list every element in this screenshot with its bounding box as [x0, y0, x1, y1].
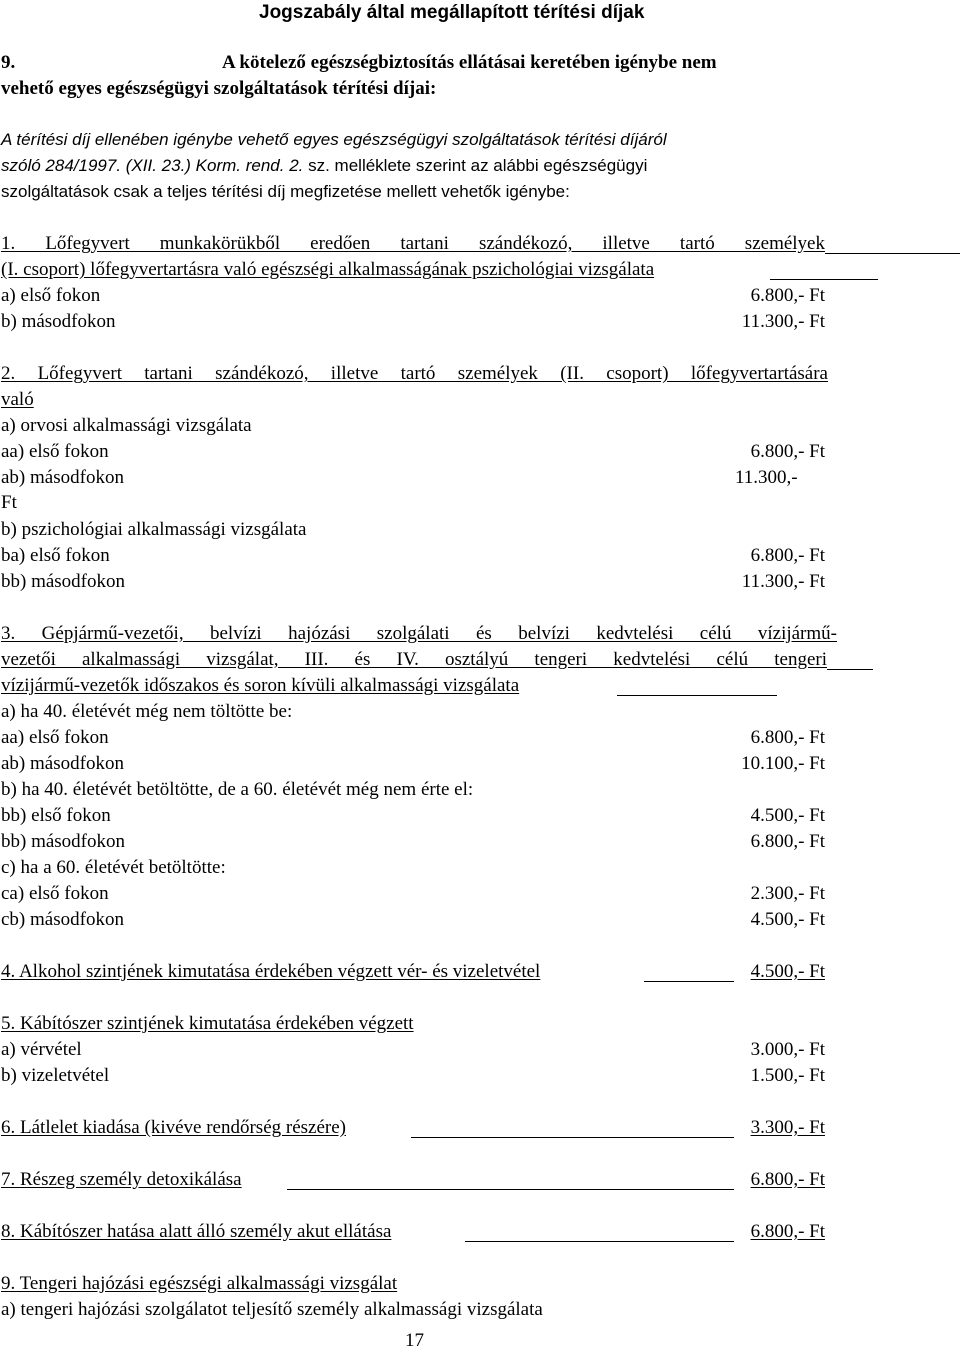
item1-heading-line2: (I. csoport) lőfegyvertartásra való egészségi alkalmasságának pszichológiai vizsgálata	[1, 259, 655, 280]
item3-b: b) ha 40. életévét betöltötte, de a 60. életévét még nem érte el:	[1, 779, 474, 800]
page-number: 17	[405, 1330, 424, 1351]
item3-bb1-label: bb) első fokon	[1, 805, 111, 826]
item3-ca-price: 2.300,- Ft	[750, 883, 825, 904]
item9-a: a) tengeri hajózási szolgálatot teljesítő személy alkalmassági vizsgálata	[1, 1299, 543, 1320]
item1-row-a-label: a) első fokon	[1, 285, 101, 306]
item5-a-price: 3.000,- Ft	[750, 1039, 825, 1060]
item3-aa-price: 6.800,- Ft	[750, 727, 825, 748]
item2-ba-price: 6.800,- Ft	[750, 545, 825, 566]
item7-label: 7. Részeg személy detoxikálása	[1, 1169, 242, 1190]
item2-bb-label: bb) másodfokon	[1, 571, 126, 592]
intro-line1: A térítési díj ellenében igénybe vehető egyes egészségügyi szolgáltatások térítési díjáról	[1, 130, 667, 149]
item3-a: a) ha 40. életévét még nem töltötte be:	[1, 701, 293, 722]
section-heading-line2: vehető egyes egészségügyi szolgáltatások térítési díjai:	[1, 78, 437, 99]
item3-c: c) ha a 60. életévét betöltötte:	[1, 857, 226, 878]
item5-a-label: a) vérvétel	[1, 1039, 82, 1060]
item3-heading-line3: vízijármű-vezetők időszakos és soron kívüli alkalmassági vizsgálata	[1, 675, 520, 696]
item1-row-b-price: 11.300,- Ft	[741, 311, 825, 332]
item8-label: 8. Kábítószer hatása alatt álló személy akut ellátása	[1, 1221, 392, 1242]
intro-line3: szolgáltatások csak a teljes térítési díj megfizetése mellett vehetők igénybe:	[1, 182, 570, 201]
item3-heading-line2: vezetői alkalmassági vizsgálat, III. és IV. osztályú tengeri kedvtelési célú tengeri	[1, 649, 827, 670]
item3-cb-label: cb) másodfokon	[1, 909, 124, 930]
item2-ba-label: ba) első fokon	[1, 545, 110, 566]
item3-ab-price: 10.100,- Ft	[741, 753, 825, 774]
item5-b-price: 1.500,- Ft	[750, 1065, 825, 1086]
item3-heading-line1: 3. Gépjármű-vezetői, belvízi hajózási szolgálati és belvízi kedvtelési célú vízijármű-	[1, 623, 837, 644]
item5-b-label: b) vizeletvétel	[1, 1065, 110, 1086]
item2-ab-price: 11.300,-	[735, 467, 798, 488]
item8-price: 6.800,- Ft	[750, 1221, 825, 1242]
item4-price: 4.500,- Ft	[750, 961, 825, 982]
item2-ab-price-wrap: Ft	[1, 492, 17, 513]
item3-aa-label: aa) első fokon	[1, 727, 109, 748]
section-number: 9.	[1, 52, 16, 73]
item2-heading-line2: való	[1, 389, 34, 410]
item3-ca-label: ca) első fokon	[1, 883, 109, 904]
item1-row-a-price: 6.800,- Ft	[750, 285, 825, 306]
item1-heading-line1: 1. Lőfegyvert munkakörükből eredően tartani szándékozó, illetve tartó személyek	[1, 233, 825, 254]
item6-price: 3.300,- Ft	[750, 1117, 825, 1138]
page-title: Jogszabály által megállapított térítési díjak	[259, 2, 645, 23]
item4-label: 4. Alkohol szintjének kimutatása érdekében végzett vér- és vizeletvétel	[1, 961, 541, 982]
item7-price: 6.800,- Ft	[750, 1169, 825, 1190]
intro-line2	[1, 154, 647, 178]
item3-bb1-price: 4.500,- Ft	[750, 805, 825, 826]
item3-cb-price: 4.500,- Ft	[750, 909, 825, 930]
item2-ab-label: ab) másodfokon	[1, 467, 124, 488]
item3-bb2-price: 6.800,- Ft	[750, 831, 825, 852]
intro-line2-rest: sz. melléklete szerint az alábbi egészségügyi	[303, 156, 648, 175]
item3-ab-label: ab) másodfokon	[1, 753, 124, 774]
item2-sub-b: b) pszichológiai alkalmassági vizsgálata	[1, 519, 307, 540]
item2-heading-line1: 2. Lőfegyvert tartani szándékozó, illetve tartó személyek (II. csoport) lőfegyvertartására	[1, 363, 828, 384]
item2-bb-price: 11.300,- Ft	[741, 571, 825, 592]
item2-sub-a: a) orvosi alkalmassági vizsgálata	[1, 415, 252, 436]
item9-heading: 9. Tengeri hajózási egészségi alkalmassági vizsgálat	[1, 1273, 398, 1294]
section-heading-line1: A kötelező egészségbiztosítás ellátásai keretében igénybe nem	[222, 52, 717, 73]
item5-heading: 5. Kábítószer szintjének kimutatása érdekében végzett	[1, 1013, 414, 1034]
item2-aa-price: 6.800,- Ft	[750, 441, 825, 462]
item3-bb2-label: bb) másodfokon	[1, 831, 126, 852]
item2-aa-label: aa) első fokon	[1, 441, 109, 462]
item6-label: 6. Látlelet kiadása (kivéve rendőrség részére)	[1, 1117, 346, 1138]
item1-row-b-label: b) másodfokon	[1, 311, 116, 332]
intro-regulation-ref: szóló 284/1997. (XII. 23.) Korm. rend. 2.	[1, 156, 304, 175]
